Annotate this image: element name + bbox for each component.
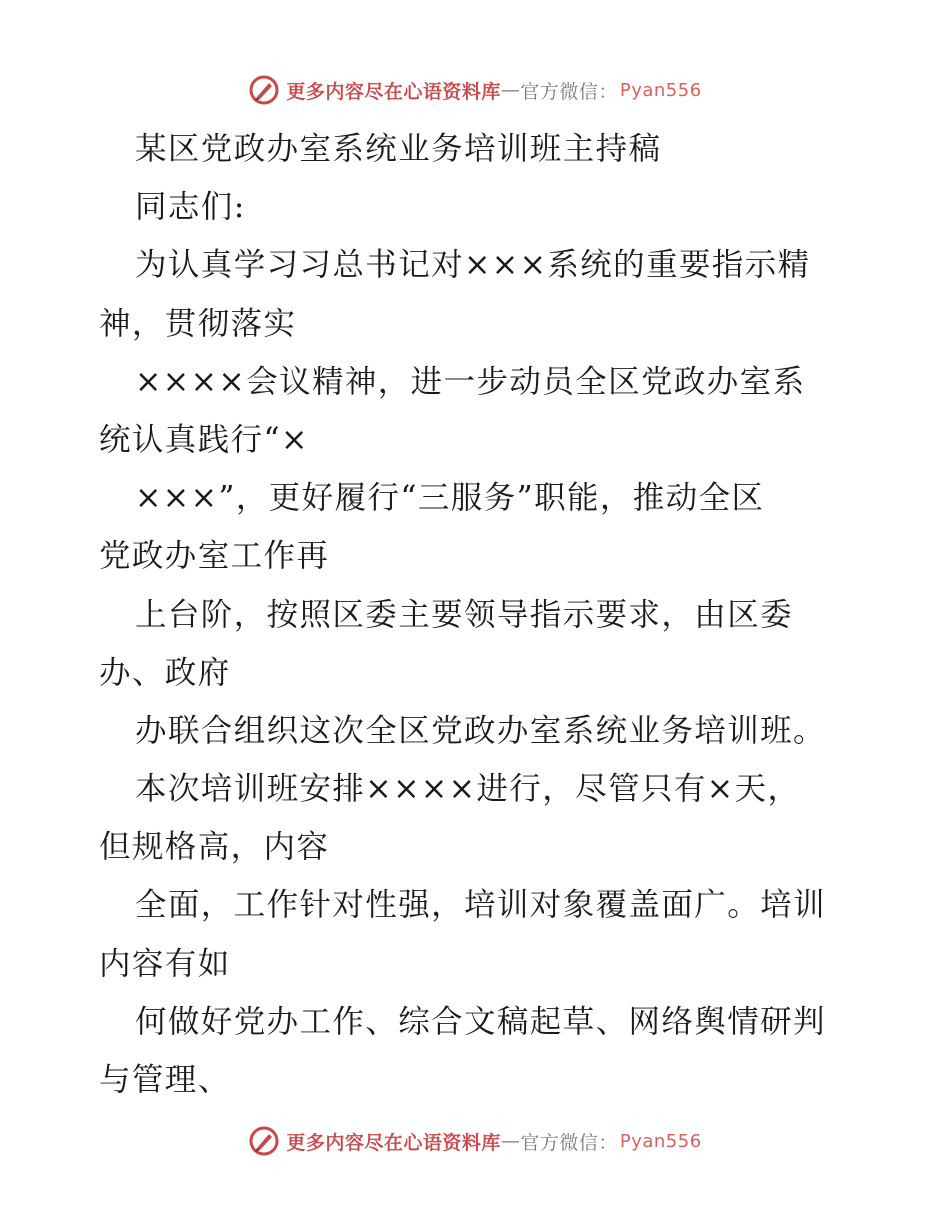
watermark-id: Pyan556 [619, 79, 702, 101]
document-line: 内容有如 [99, 945, 231, 982]
document-line: 为认真学习习总书记对×××系统的重要指示精 [135, 247, 811, 284]
document-line: 何做好党办工作、综合文稿起草、网络舆情研判 [135, 1003, 826, 1040]
document-line: 某区党政办室系统业务培训班主持稿 [135, 131, 662, 167]
document-line: 与管理、 [99, 1062, 231, 1098]
document-line: 神，贯彻落实 [99, 305, 297, 342]
document-line: 全面，工作针对性强，培训对象覆盖面广。培训 [135, 887, 826, 924]
document-line: ×××”，更好履行“三服务”职能，推动全区 [135, 480, 765, 517]
pen-logo-icon [248, 1125, 280, 1157]
document-line: 办、政府 [99, 654, 231, 691]
document-line: 本次培训班安排××××进行，尽管只有×天， [135, 771, 801, 808]
document-line: 党政办室工作再 [99, 538, 330, 575]
document-line: 统认真践行“× [99, 421, 309, 458]
document-line: 但规格高，内容 [99, 829, 330, 866]
watermark-label: 官方微信： [520, 1131, 618, 1154]
document-body [99, 120, 859, 1109]
watermark-main-text: 更多内容尽在心语资料库 [286, 1131, 501, 1154]
watermark-id: Pyan556 [619, 1130, 702, 1152]
watermark-dash: — [500, 79, 521, 101]
watermark-label: 官方微信： [520, 80, 618, 103]
document-line: 办联合组织这次全区党政办室系统业务培训班。 [135, 712, 826, 749]
pen-logo-icon [248, 74, 280, 106]
document-line: ××××会议精神，进一步动员全区党政办室系 [135, 363, 806, 400]
document-line: 同志们: [135, 189, 246, 226]
footer-watermark [0, 1121, 950, 1161]
document-line: 上台阶，按照区委主要领导指示要求，由区委 [135, 596, 794, 633]
watermark-main-text: 更多内容尽在心语资料库 [286, 80, 501, 103]
watermark-dash: — [500, 1130, 521, 1152]
header-watermark [0, 70, 950, 110]
